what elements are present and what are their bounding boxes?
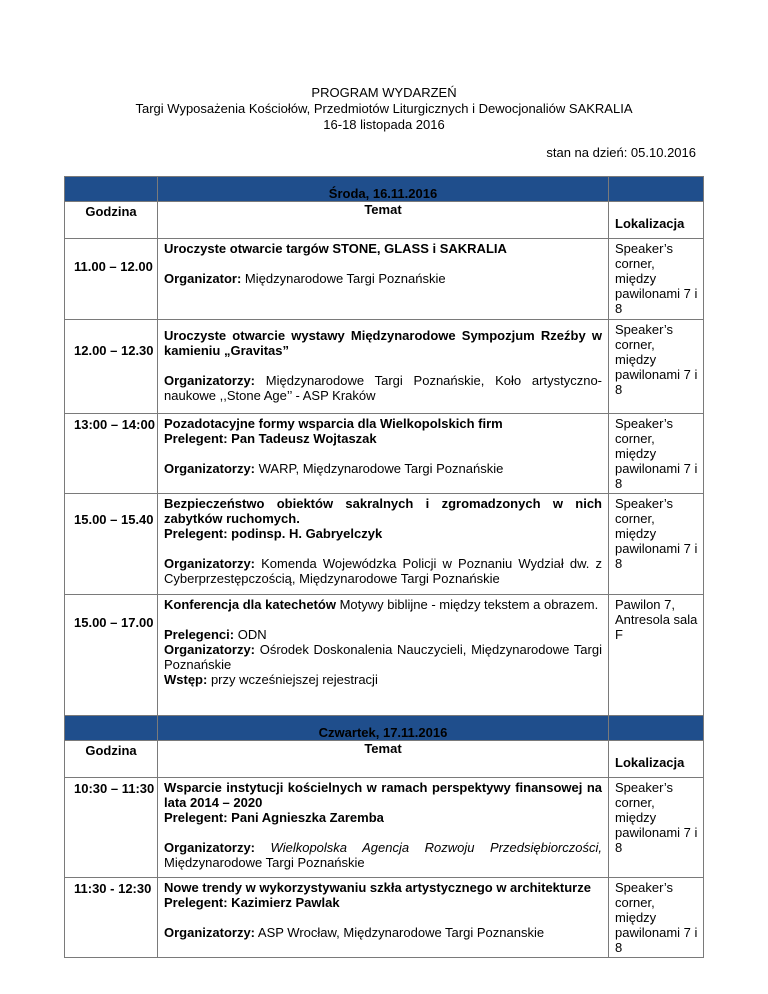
column-header-location: Lokalizacja: [609, 202, 704, 239]
event-time: 11:30 - 12:30: [65, 878, 158, 958]
event-time: 10:30 – 11:30: [65, 778, 158, 878]
table-row: [65, 878, 704, 958]
column-header-location: Lokalizacja: [609, 741, 704, 778]
day-title: Czwartek, 17.11.2016: [158, 716, 609, 741]
column-header-time: Godzina: [65, 741, 158, 778]
table-row: [65, 494, 704, 595]
event-location: Speaker’s corner, między pawilonami 7 i 8: [609, 878, 704, 958]
event-location: Speaker’s corner, między pawilonami 7 i 8: [609, 414, 704, 494]
day-header-row: [65, 716, 704, 741]
column-header-time: Godzina: [65, 202, 158, 239]
event-topic: Pozadotacyjne formy wsparcia dla Wielkopolskich firm Prelegent: Pan Tadeusz Wojtaszak Organizatorzy: WARP, Międzynarodowe Targi Poznańskie: [158, 414, 609, 494]
event-location: Speaker’s corner, między pawilonami 7 i 8: [609, 778, 704, 878]
event-location: Speaker’s corner, między pawilonami 7 i 8: [609, 239, 704, 320]
column-header-topic: Temat: [158, 202, 609, 239]
event-topic: Konferencja dla katechetów Motywy biblijne - między tekstem a obrazem. Prelegenci: ODN Organizatorzy: Ośrodek Doskonalenia Nauczycieli, Międzynarodowe Targi Poznańskie Wstęp: przy wcześniejszej rejestracji: [158, 595, 609, 716]
event-topic: Uroczyste otwarcie wystawy Międzynarodowe Sympozjum Rzeźby w kamieniu „Gravitas” Organizatorzy: Międzynarodowe Targi Poznańskie, Koło artystyczno-naukowe ,,Stone Age’’ - ASP Kraków: [158, 320, 609, 414]
event-topic: Uroczyste otwarcie targów STONE, GLASS i SAKRALIA Organizator: Międzynarodowe Targi Poznańskie: [158, 239, 609, 320]
event-topic: Bezpieczeństwo obiektów sakralnych i zgromadzonych w nich zabytków ruchomych. Prelegent: podinsp. H. Gabryelczyk Organizatorzy: Komenda Wojewódzka Policji w Poznaniu Wydział dw. z Cyberprzestępczością, Międzynarodowe Targi Poznańskie: [158, 494, 609, 595]
day-title: Środa, 16.11.2016: [158, 177, 609, 202]
event-time: 13:00 – 14:00: [65, 414, 158, 494]
event-time: 11.00 – 12.00: [65, 239, 158, 320]
event-time: 15.00 – 15.40: [65, 494, 158, 595]
table-row: [65, 595, 704, 716]
event-time: 12.00 – 12.30: [65, 320, 158, 414]
table-row: [65, 778, 704, 878]
event-topic: Wsparcie instytucji kościelnych w ramach perspektywy finansowej na lata 2014 – 2020 Prelegent: Pani Agnieszka Zaremba Organizatorzy: Wielkopolska Agencja Rozwoju Przedsiębiorczości, Międzynarodowe Targi Poznańskie: [158, 778, 609, 878]
status-date: stan na dzień: 05.10.2016: [546, 145, 696, 160]
event-time: 15.00 – 17.00: [65, 595, 158, 716]
event-topic: Nowe trendy w wykorzystywaniu szkła artystycznego w architekturze Prelegent: Kazimierz Pawlak Organizatorzy: ASP Wrocław, Międzynarodowe Targi Poznanskie: [158, 878, 609, 958]
fair-dates: 16-18 listopada 2016: [323, 117, 445, 132]
table-row: [65, 239, 704, 320]
event-location: Speaker’s corner, między pawilonami 7 i 8: [609, 494, 704, 595]
event-location: Speaker’s corner, między pawilonami 7 i 8: [609, 320, 704, 414]
column-header-topic: Temat: [158, 741, 609, 778]
column-header-row: [65, 202, 704, 239]
day-header-row: [65, 177, 704, 202]
fair-name: Targi Wyposażenia Kościołów, Przedmiotów Liturgicznych i Dewocjonaliów SAKRALIA: [135, 101, 633, 116]
column-header-row: [65, 741, 704, 778]
page-title: PROGRAM WYDARZEŃ: [311, 85, 457, 100]
table-row: [65, 414, 704, 494]
table-row: [65, 320, 704, 414]
program-table: [64, 176, 704, 958]
event-location: Pawilon 7, Antresola sala F: [609, 595, 704, 716]
